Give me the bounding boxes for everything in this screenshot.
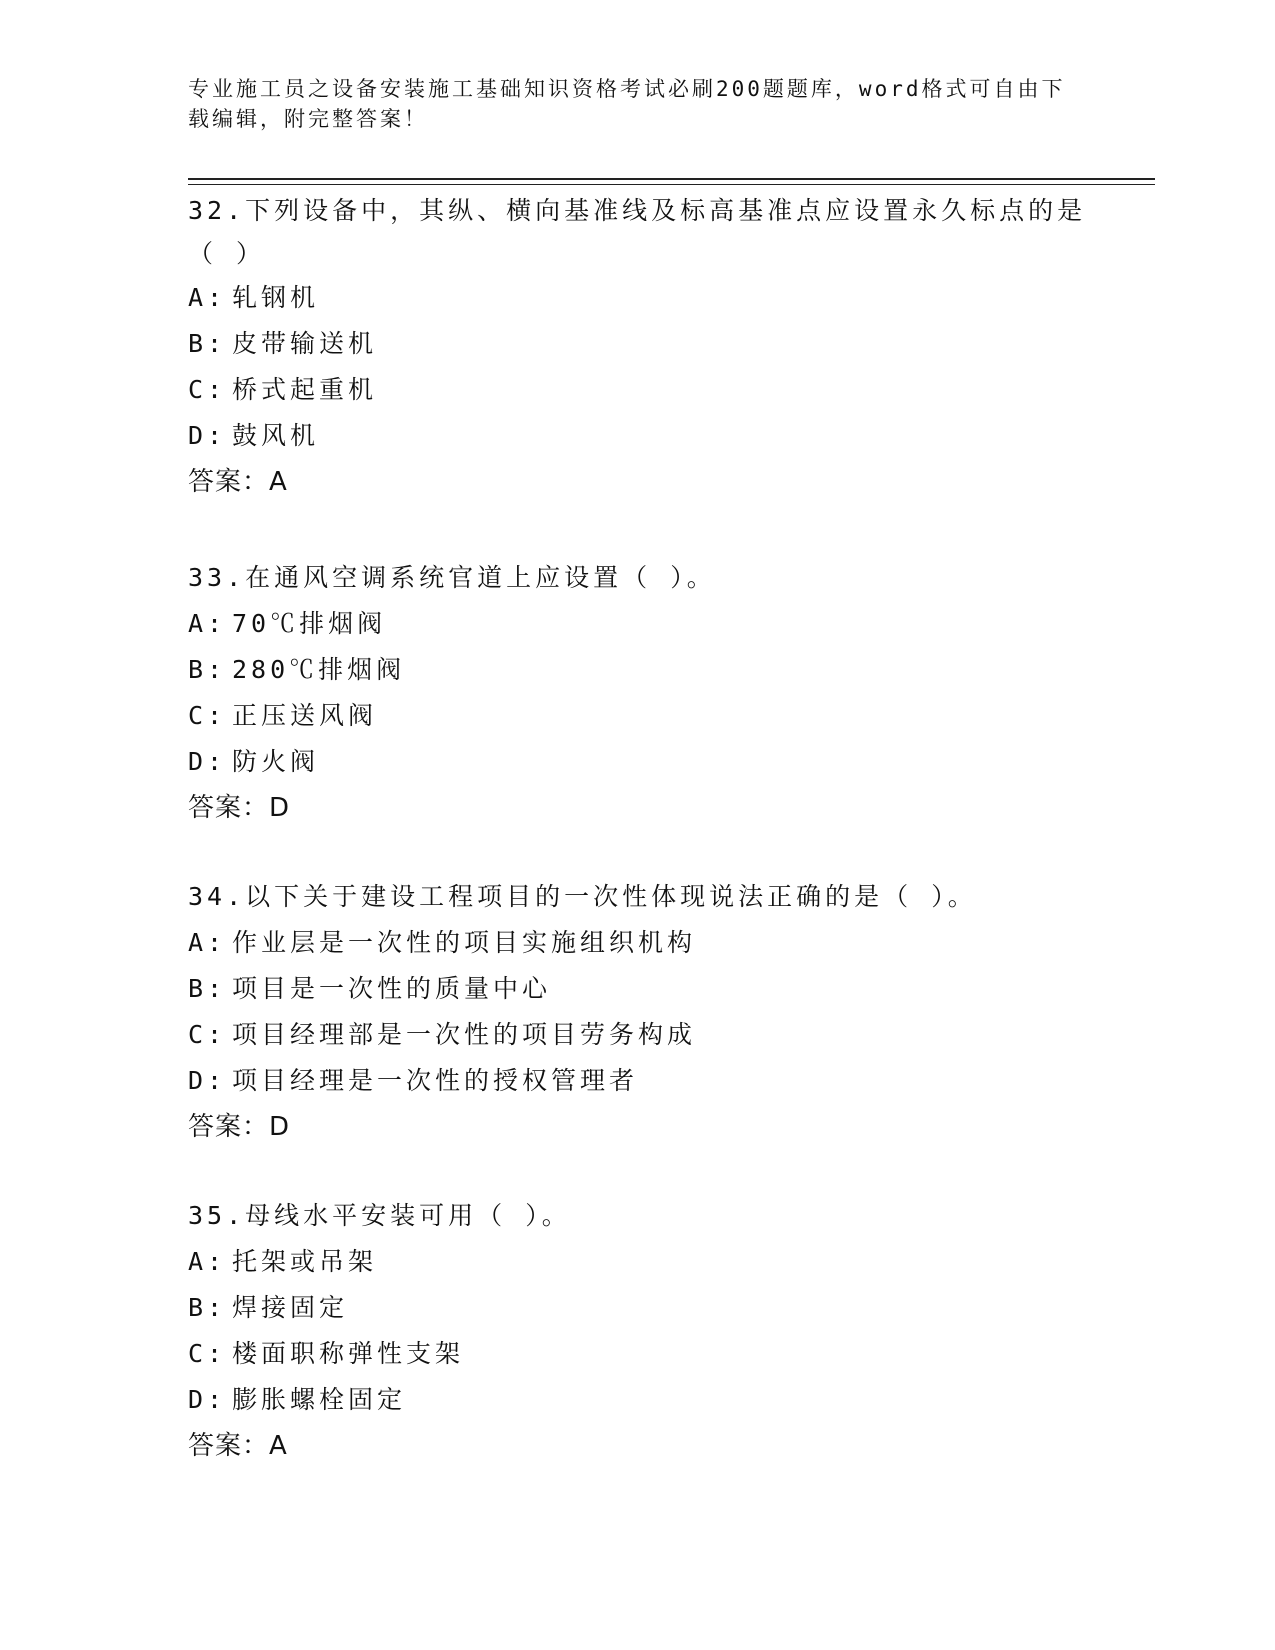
option-key: B: [188,1293,227,1322]
option-d [188,1377,1088,1423]
option-text: 楼面职称弹性支架 [232,1339,465,1368]
option-text: 70℃排烟阀 [232,609,387,638]
option-a [188,275,1088,321]
option-text: 桥式起重机 [232,375,378,404]
answer-line: 答案：D [188,1112,291,1142]
option-key: A: [188,928,227,957]
question-title: 33.在通风空调系统官道上应设置（ ）。 [188,563,716,592]
option-b [188,321,1088,367]
option-key: D: [188,421,227,450]
option-key: B: [188,974,227,1003]
option-text: 项目经理部是一次性的项目劳务构成 [232,1020,697,1049]
option-key: D: [188,1066,227,1095]
option-d [188,1058,1088,1104]
option-text: 托架或吊架 [232,1247,378,1276]
option-b [188,1285,1088,1331]
option-b [188,966,1088,1012]
question-block [188,189,1088,505]
option-key: C: [188,1020,227,1049]
option-text: 作业层是一次性的项目实施组织机构 [232,928,697,957]
option-text: 鼓风机 [232,421,320,450]
answer-line: 答案：A [188,1431,288,1461]
header-divider-thin [188,184,1155,185]
option-key: C: [188,1339,227,1368]
option-text: 轧钢机 [232,283,320,312]
option-key: A: [188,609,227,638]
option-a [188,601,1088,647]
option-text: 焊接固定 [232,1293,349,1322]
question-title: 32.下列设备中，其纵、横向基准线及标高基准点应设置永久标点的是（ ） [188,196,1087,268]
option-d [188,739,1088,785]
option-key: A: [188,283,227,312]
option-key: D: [188,1385,227,1414]
question-title: 35.母线水平安装可用（ ）。 [188,1201,571,1230]
option-text: 皮带输送机 [232,329,378,358]
option-c [188,693,1088,739]
option-b [188,647,1088,693]
option-key: D: [188,747,227,776]
option-key: B: [188,329,227,358]
question-title: 34.以下关于建设工程项目的一次性体现说法正确的是（ ）。 [188,882,977,911]
option-text: 正压送风阀 [232,701,378,730]
answer-line: 答案：D [188,793,291,823]
option-c [188,1012,1088,1058]
option-key: C: [188,701,227,730]
answer-line: 答案：A [188,467,288,497]
option-text: 280℃排烟阀 [232,655,406,684]
option-key: B: [188,655,227,684]
option-d [188,413,1088,459]
question-block [188,1193,1088,1469]
option-c [188,1331,1088,1377]
option-text: 项目是一次性的质量中心 [232,974,552,1003]
option-key: C: [188,375,227,404]
option-text: 防火阀 [232,747,320,776]
option-key: A: [188,1247,227,1276]
option-c [188,367,1088,413]
question-block [188,874,1088,1150]
option-a [188,1239,1088,1285]
option-text: 膨胀螺栓固定 [232,1385,407,1414]
header-divider-thick [188,178,1155,180]
document-header: 专业施工员之设备安装施工基础知识资格考试必刷200题题库，word格式可自由下载编辑，附完整答案！ [188,77,1066,131]
option-a [188,920,1088,966]
option-text: 项目经理是一次性的授权管理者 [232,1066,639,1095]
question-block [188,555,1088,831]
